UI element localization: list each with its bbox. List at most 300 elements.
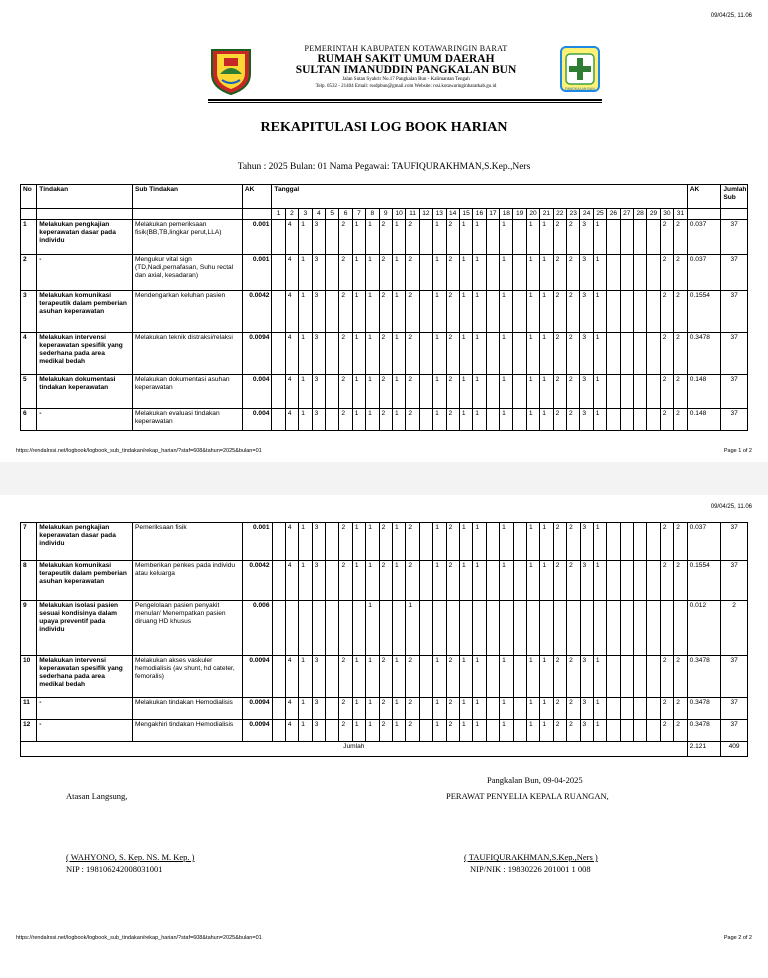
day-count-cell: 2 <box>379 720 392 742</box>
day-count-cell: 1 <box>459 409 472 431</box>
day-count-cell: 2 <box>674 375 688 409</box>
row-jumlah-sub: 37 <box>721 291 748 333</box>
signature-right-title: PERAWAT PENYELIA KEPALA RUANGAN, <box>446 791 609 801</box>
day-count-cell: 1 <box>473 409 486 431</box>
day-count-cell <box>326 720 339 742</box>
day-count-cell <box>486 698 499 720</box>
day-count-cell <box>634 523 647 561</box>
day-count-cell <box>486 523 499 561</box>
day-count-cell: 3 <box>312 720 325 742</box>
row-sub-tindakan: Pemeriksaan fisik <box>133 523 243 561</box>
day-count-cell: 1 <box>366 333 379 375</box>
total-row <box>21 742 748 757</box>
day-count-cell <box>325 333 338 375</box>
day-count-cell: 4 <box>285 561 298 601</box>
day-count-cell: 2 <box>660 698 673 720</box>
day-count-cell: 2 <box>406 561 419 601</box>
table-row <box>21 656 748 698</box>
day-count-cell: 1 <box>540 656 553 698</box>
logbook-table-page-2 <box>20 522 748 757</box>
table-header-row <box>21 185 748 209</box>
day-count-cell: 1 <box>299 220 312 255</box>
row-ak: 0.006 <box>242 601 272 656</box>
day-count-cell: 2 <box>674 720 687 742</box>
day-count-cell: 1 <box>299 291 312 333</box>
day-count-cell <box>419 561 432 601</box>
day-header-spacer <box>37 209 133 220</box>
day-count-cell <box>620 220 633 255</box>
total-ak: 2.121 <box>687 742 721 757</box>
day-count-cell: 1 <box>526 561 539 601</box>
day-count-cell <box>513 656 526 698</box>
row-ak-total: 0.037 <box>687 220 721 255</box>
day-count-cell: 2 <box>446 333 459 375</box>
day-count-cell <box>633 291 646 333</box>
day-count-cell: 1 <box>366 601 379 656</box>
day-count-cell: 1 <box>299 720 312 742</box>
row-tindakan: - <box>37 698 133 720</box>
header-tanggal: Tanggal <box>272 185 687 209</box>
row-tindakan: Melakukan pengkajian keperawatan dasar pada individu <box>37 523 133 561</box>
day-count-cell: 1 <box>540 291 553 333</box>
day-count-cell: 2 <box>567 375 580 409</box>
day-count-cell: 3 <box>580 220 593 255</box>
day-count-cell: 1 <box>473 561 486 601</box>
day-count-cell: 3 <box>312 656 325 698</box>
day-count-cell: 1 <box>526 291 539 333</box>
row-sub-tindakan: Melakukan tindakan Hemodialisis <box>133 698 243 720</box>
day-count-cell <box>272 333 285 375</box>
day-count-cell: 2 <box>446 255 459 291</box>
day-count-cell: 3 <box>312 291 325 333</box>
day-count-cell: 1 <box>500 333 513 375</box>
day-number-row <box>21 209 748 220</box>
day-number: 6 <box>339 209 352 220</box>
day-count-cell: 1 <box>433 375 446 409</box>
day-number: 8 <box>366 209 379 220</box>
day-count-cell: 1 <box>540 720 553 742</box>
day-count-cell <box>272 601 285 656</box>
day-count-cell <box>513 698 526 720</box>
day-count-cell <box>540 601 553 656</box>
day-count-cell: 4 <box>285 720 298 742</box>
day-count-cell: 3 <box>580 698 593 720</box>
day-number: 23 <box>567 209 580 220</box>
day-count-cell: 1 <box>352 255 365 291</box>
day-count-cell: 1 <box>593 561 606 601</box>
day-number: 18 <box>500 209 513 220</box>
day-count-cell: 4 <box>285 333 298 375</box>
letterhead-contact: Telp. 0532 - 21404 Email: rssdpbun@gmail.com Website: rssi.kotawaringinbaratkab.go.id <box>315 84 497 89</box>
day-count-cell: 2 <box>660 333 673 375</box>
day-count-cell <box>272 220 285 255</box>
day-count-cell <box>620 375 633 409</box>
table-row <box>21 333 748 375</box>
day-count-cell: 2 <box>379 656 392 698</box>
day-count-cell: 1 <box>459 720 472 742</box>
day-count-cell: 2 <box>553 291 566 333</box>
day-count-cell <box>647 561 660 601</box>
table-row <box>21 601 748 656</box>
day-count-cell <box>419 523 432 561</box>
day-count-cell <box>326 601 339 656</box>
day-count-cell: 1 <box>540 523 553 561</box>
day-count-cell: 4 <box>285 375 298 409</box>
day-count-cell: 1 <box>366 375 379 409</box>
day-number: 10 <box>392 209 405 220</box>
day-count-cell: 2 <box>674 523 687 561</box>
header-tindakan: Tindakan <box>37 185 133 209</box>
day-count-cell: 1 <box>299 255 312 291</box>
row-number: 9 <box>21 601 37 656</box>
day-count-cell: 2 <box>339 409 352 431</box>
day-count-cell: 4 <box>285 523 298 561</box>
day-count-cell: 1 <box>433 523 446 561</box>
day-count-cell: 1 <box>299 333 312 375</box>
day-count-cell: 3 <box>312 375 325 409</box>
day-count-cell: 1 <box>473 220 486 255</box>
day-count-cell: 1 <box>433 333 446 375</box>
table-row <box>21 561 748 601</box>
day-count-cell <box>500 601 513 656</box>
letterhead-government: PEMERINTAH KABUPATEN KOTAWARINGIN BARAT <box>304 44 508 53</box>
row-tindakan: Melakukan intervensi keperawatan spesifik yang sederhana pada area medikal bedah <box>37 333 133 375</box>
day-count-cell <box>486 561 499 601</box>
day-count-cell: 1 <box>540 375 553 409</box>
row-tindakan: Melakukan pengkajian keperawatan dasar pada individu <box>37 220 133 255</box>
day-count-cell <box>513 601 526 656</box>
day-count-cell: 2 <box>446 561 459 601</box>
day-count-cell <box>674 601 687 656</box>
day-count-cell: 1 <box>593 220 606 255</box>
day-count-cell: 2 <box>446 698 459 720</box>
day-count-cell <box>647 409 660 431</box>
day-count-cell: 2 <box>674 409 688 431</box>
signature-right-id: NIP/NIK : 19830226 201001 1 008 <box>470 864 591 874</box>
day-count-cell <box>620 601 633 656</box>
day-count-cell <box>620 698 633 720</box>
day-count-cell <box>272 698 285 720</box>
day-count-cell: 2 <box>674 255 688 291</box>
row-number: 6 <box>21 409 37 431</box>
row-sub-tindakan: Melakukan akses vaskuler hemodialisis (av shunt, hd cateter, femoralis) <box>133 656 243 698</box>
day-count-cell: 1 <box>433 656 446 698</box>
day-count-cell: 1 <box>526 698 539 720</box>
day-count-cell: 1 <box>593 291 606 333</box>
day-count-cell: 1 <box>473 291 486 333</box>
day-count-cell <box>567 601 580 656</box>
total-label: Jumlah <box>21 742 688 757</box>
day-count-cell <box>325 409 338 431</box>
day-count-cell: 1 <box>392 220 405 255</box>
regency-emblem-icon <box>208 44 254 96</box>
row-ak-total: 0.3478 <box>687 656 721 698</box>
day-count-cell: 2 <box>553 333 566 375</box>
document-page-2 <box>0 495 768 978</box>
day-count-cell: 1 <box>593 698 606 720</box>
day-count-cell: 2 <box>553 220 566 255</box>
day-count-cell <box>419 601 432 656</box>
day-count-cell: 1 <box>473 523 486 561</box>
row-number: 10 <box>21 656 37 698</box>
row-ak: 0.001 <box>242 523 272 561</box>
row-ak-total: 0.148 <box>687 375 721 409</box>
day-count-cell: 2 <box>567 333 580 375</box>
day-count-cell: 1 <box>433 561 446 601</box>
day-count-cell <box>647 220 660 255</box>
day-count-cell: 2 <box>446 220 459 255</box>
day-count-cell <box>647 375 660 409</box>
day-count-cell: 1 <box>540 220 553 255</box>
row-jumlah-sub: 37 <box>721 656 748 698</box>
day-count-cell <box>419 291 432 333</box>
day-count-cell: 1 <box>593 333 606 375</box>
day-count-cell: 1 <box>352 291 365 333</box>
day-count-cell: 3 <box>312 561 325 601</box>
day-count-cell <box>419 698 432 720</box>
day-count-cell: 2 <box>567 291 580 333</box>
day-count-cell: 2 <box>406 255 419 291</box>
day-count-cell <box>486 333 499 375</box>
header-jumlah-sub: Jumlah Sub <box>721 185 748 209</box>
signature-left-title: Atasan Langsung, <box>66 791 128 801</box>
row-jumlah-sub: 2 <box>721 601 748 656</box>
day-count-cell <box>647 698 660 720</box>
day-count-cell <box>634 720 647 742</box>
letterhead-rule <box>208 99 602 101</box>
day-number: 17 <box>486 209 499 220</box>
row-ak: 0.0042 <box>242 291 272 333</box>
day-count-cell: 1 <box>500 561 513 601</box>
day-count-cell: 2 <box>567 656 580 698</box>
day-count-cell: 2 <box>446 409 459 431</box>
day-count-cell: 3 <box>580 375 593 409</box>
day-number: 1 <box>272 209 285 220</box>
day-count-cell: 2 <box>339 561 352 601</box>
day-count-cell <box>634 561 647 601</box>
day-count-cell: 2 <box>379 220 392 255</box>
row-jumlah-sub: 37 <box>721 220 748 255</box>
footer-url: https://rendalrssi.net/logbook/logbook_sub_tindakan/rekap_harian/?staf=608&tahun=2025&bulan=01 <box>16 935 262 941</box>
row-ak-total: 0.3478 <box>687 333 721 375</box>
day-count-cell: 2 <box>406 333 419 375</box>
day-number: 3 <box>299 209 312 220</box>
day-number: 2 <box>285 209 298 220</box>
day-count-cell <box>486 375 499 409</box>
day-count-cell: 1 <box>299 375 312 409</box>
table-row <box>21 720 748 742</box>
row-number: 8 <box>21 561 37 601</box>
row-jumlah-sub: 37 <box>721 698 748 720</box>
day-count-cell: 2 <box>406 698 419 720</box>
day-count-cell <box>607 720 620 742</box>
row-ak-total: 0.012 <box>687 601 721 656</box>
row-sub-tindakan: Mengakhiri tindakan Hemodialisis <box>133 720 243 742</box>
row-tindakan: Melakukan isolasi pasien sesuai kondisinya dalam upaya preventif pada individu <box>37 601 133 656</box>
day-count-cell: 2 <box>674 333 688 375</box>
day-count-cell <box>419 220 432 255</box>
row-jumlah-sub: 37 <box>721 255 748 291</box>
day-count-cell: 1 <box>500 375 513 409</box>
day-count-cell <box>513 720 526 742</box>
day-number: 21 <box>540 209 553 220</box>
footer-page-number: Page 1 of 2 <box>723 448 752 454</box>
day-count-cell: 1 <box>393 698 406 720</box>
day-count-cell: 1 <box>352 375 365 409</box>
day-count-cell <box>272 291 285 333</box>
footer-url: https://rendalrssi.net/logbook/logbook_sub_tindakan/rekap_harian/?staf=608&tahun=2025&bulan=01 <box>16 448 262 454</box>
letterhead <box>208 44 602 100</box>
day-count-cell: 2 <box>446 720 459 742</box>
day-count-cell: 2 <box>379 375 392 409</box>
day-number: 16 <box>473 209 486 220</box>
day-count-cell <box>419 333 432 375</box>
day-count-cell <box>326 698 339 720</box>
day-count-cell: 1 <box>433 720 446 742</box>
day-count-cell <box>647 523 660 561</box>
row-tindakan: - <box>37 255 133 291</box>
day-count-cell <box>513 333 526 375</box>
row-jumlah-sub: 37 <box>721 409 748 431</box>
day-count-cell <box>633 255 646 291</box>
row-ak-total: 0.1554 <box>687 561 721 601</box>
day-count-cell <box>339 601 352 656</box>
row-tindakan: Melakukan komunikasi terapeutik dalam pemberian asuhan keperawatan <box>37 561 133 601</box>
day-count-cell: 2 <box>379 333 392 375</box>
day-count-cell <box>513 220 526 255</box>
day-count-cell: 1 <box>473 720 486 742</box>
row-sub-tindakan: Mendengarkan keluhan pasien <box>132 291 242 333</box>
day-header-spacer <box>721 209 748 220</box>
day-count-cell: 1 <box>393 656 406 698</box>
header-no: No <box>21 185 37 209</box>
day-count-cell: 2 <box>674 561 687 601</box>
day-count-cell <box>607 333 620 375</box>
day-count-cell: 2 <box>553 561 566 601</box>
day-count-cell: 1 <box>500 523 513 561</box>
day-count-cell: 1 <box>392 291 405 333</box>
row-ak: 0.0042 <box>242 561 272 601</box>
day-count-cell: 1 <box>299 409 312 431</box>
day-number: 27 <box>620 209 633 220</box>
day-count-cell: 2 <box>339 375 352 409</box>
table-row <box>21 409 748 431</box>
day-count-cell: 2 <box>567 409 580 431</box>
table-row <box>21 255 748 291</box>
day-count-cell <box>419 656 432 698</box>
day-number: 24 <box>580 209 593 220</box>
day-count-cell: 2 <box>660 523 673 561</box>
day-count-cell: 2 <box>406 375 419 409</box>
day-count-cell: 1 <box>473 255 486 291</box>
day-count-cell <box>326 656 339 698</box>
day-count-cell: 1 <box>500 656 513 698</box>
row-ak-total: 0.148 <box>687 409 721 431</box>
day-count-cell <box>486 409 499 431</box>
day-count-cell: 1 <box>526 720 539 742</box>
day-count-cell <box>272 255 285 291</box>
day-number: 15 <box>459 209 472 220</box>
day-count-cell: 3 <box>580 255 593 291</box>
day-count-cell <box>593 601 606 656</box>
day-count-cell: 1 <box>459 656 472 698</box>
day-count-cell: 3 <box>312 698 325 720</box>
day-count-cell: 1 <box>500 255 513 291</box>
day-count-cell <box>620 291 633 333</box>
day-count-cell: 1 <box>459 333 472 375</box>
day-count-cell <box>607 291 620 333</box>
day-count-cell: 1 <box>459 523 472 561</box>
day-number: 22 <box>553 209 566 220</box>
day-count-cell: 2 <box>553 720 566 742</box>
day-count-cell: 2 <box>553 656 566 698</box>
day-count-cell: 2 <box>339 698 352 720</box>
day-count-cell: 1 <box>540 561 553 601</box>
day-count-cell <box>325 375 338 409</box>
day-count-cell: 2 <box>553 375 566 409</box>
day-header-spacer <box>687 209 721 220</box>
day-number: 30 <box>660 209 673 220</box>
hospital-logo-text: PANGKALAN BUN <box>565 87 595 91</box>
day-count-cell <box>419 375 432 409</box>
hospital-logo-icon <box>558 44 602 94</box>
row-sub-tindakan: Mengukur vital sign (TD,Nadi,pernafasan, Suhu rectal dan axial, kesadaran) <box>132 255 242 291</box>
day-count-cell: 1 <box>352 523 365 561</box>
day-count-cell: 1 <box>593 656 606 698</box>
day-count-cell: 2 <box>660 255 673 291</box>
day-count-cell <box>607 656 620 698</box>
day-count-cell <box>272 561 285 601</box>
day-count-cell <box>620 255 633 291</box>
day-count-cell <box>607 220 620 255</box>
page-separator <box>0 462 768 495</box>
day-count-cell: 2 <box>567 220 580 255</box>
row-number: 7 <box>21 523 37 561</box>
day-count-cell <box>607 698 620 720</box>
day-header-spacer <box>132 209 242 220</box>
day-count-cell: 1 <box>366 698 379 720</box>
day-count-cell: 2 <box>446 375 459 409</box>
day-count-cell: 1 <box>366 561 379 601</box>
table-row <box>21 220 748 255</box>
day-count-cell: 2 <box>674 291 688 333</box>
day-count-cell: 2 <box>406 656 419 698</box>
day-count-cell: 2 <box>660 656 673 698</box>
day-header-spacer <box>21 209 37 220</box>
day-count-cell: 2 <box>339 255 352 291</box>
table-row <box>21 375 748 409</box>
day-number: 5 <box>325 209 338 220</box>
day-count-cell: 2 <box>406 523 419 561</box>
day-count-cell <box>419 255 432 291</box>
day-count-cell: 2 <box>379 409 392 431</box>
row-tindakan: - <box>37 409 133 431</box>
table-row <box>21 523 748 561</box>
day-count-cell: 4 <box>285 698 298 720</box>
day-count-cell <box>326 523 339 561</box>
day-count-cell: 1 <box>593 409 606 431</box>
row-ak: 0.0094 <box>242 698 272 720</box>
letterhead-hospital-name: SULTAN IMANUDDIN PANGKALAN BUN <box>295 64 517 76</box>
table-row <box>21 698 748 720</box>
day-count-cell <box>620 523 633 561</box>
day-number: 13 <box>433 209 446 220</box>
day-count-cell: 2 <box>379 698 392 720</box>
day-count-cell <box>459 601 472 656</box>
row-number: 1 <box>21 220 37 255</box>
day-count-cell <box>446 601 459 656</box>
day-count-cell: 1 <box>593 523 606 561</box>
